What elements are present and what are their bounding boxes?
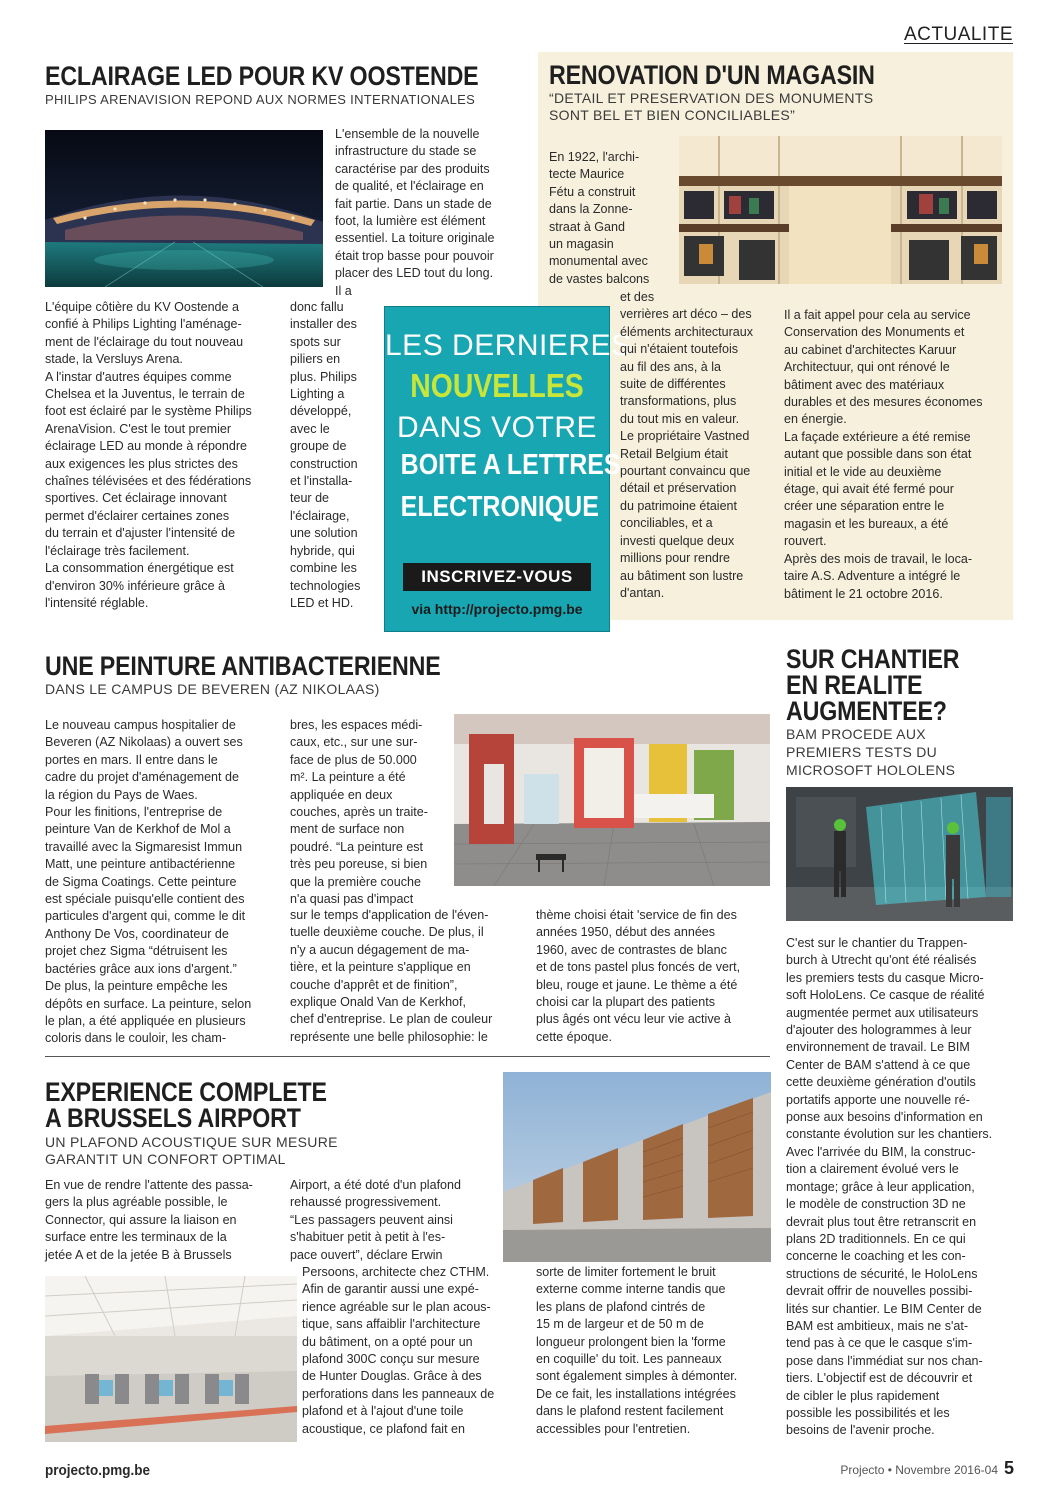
ad-line-5: ELECTRONIQUE <box>400 491 599 523</box>
paint-text-col-a: Le nouveau campus hospitalier de Beveren (AZ Nikolaas) a ouvert ses portes en mars. Il entre dans le cadre du projet d'aménagement de la région du Pays de Waes. Pour les finitions, l'entreprise de peinture Van de Kerkhof de Mol a travaillé avec la Sigmaresist Immun Matt, une peinture antibactérienne de Sigma Coatings. Cette peinture est spéciale puisqu'elle contient des particules d'argent qui, comme le dit Anthony De Vos, coordinateur de projet chez Sigma “détruisent les bactéries grâce aux ions d'argent.” De plus, la peinture empêche les dépôts en surface. La peinture, selon le plan, a été appliquée en plusieurs coloris dans le couloir, les cham- <box>45 717 252 1046</box>
renovation-title: RENOVATION D'UN MAGASIN <box>549 60 875 90</box>
subscribe-button[interactable]: INSCRIVEZ-VOUS <box>403 563 591 591</box>
airport-text-col-b: Airport, a été doté d'un plafond rehaussé progressivement. “Les passagers peuvent ainsi s'habituer petit à petit à l'es- pace ouvert”, déclare Erwin <box>290 1177 461 1262</box>
hospital-interior-photo <box>454 714 770 886</box>
ar-subtitle-line-3: MICROSOFT HOLOLENS <box>786 762 956 778</box>
oostende-title: ECLAIRAGE LED POUR KV OOSTENDE <box>45 61 479 91</box>
paint-text-col-b2: sur le temps d'application de l'éven- tuelle deuxième couche. De plus, il n'y a aucun dégagement de ma- tière, et la peinture s'applique en couche d'apprêt et de finition”, explique Onald Van de Kerkhof, chef d'entreprise. Le plan de couleur représente une belle philosophie: le <box>290 907 493 1044</box>
paint-title: UNE PEINTURE ANTIBACTERIENNE <box>45 651 441 681</box>
ar-title-line-3: AUGMENTEE? <box>786 696 947 726</box>
airport-subtitle-line-1: UN PLAFOND ACOUSTIQUE SUR MESURE <box>45 1134 338 1150</box>
oostende-text-right: L'ensemble de la nouvelle infrastructure du stade se caractérise par des produits de qualité, et l'éclairage en fait partie. Dans un stade de foot, la lumière est élément essentiel. La toiture originale était trop basse pour pouvoir placer des LED tout du long. Il a <box>335 126 495 298</box>
hololens-site-photo <box>786 787 1013 921</box>
section-tag: ACTUALITE <box>903 24 1013 45</box>
oostende-subtitle: PHILIPS ARENAVISION REPOND AUX NORMES INTERNATIONALES <box>45 92 476 107</box>
newsletter-ad[interactable] <box>384 306 632 632</box>
airport-subtitle-line-2: GARANTIT UN CONFORT OPTIMAL <box>45 1151 286 1167</box>
ar-title-line-1: SUR CHANTIER <box>786 644 960 674</box>
airport-text-col-b2: Persoons, architecte chez CTHM. Afin de garantir aussi une expé- rience agréable sur le plan acous- tique, sans affaiblir l'architecture du bâtiment, on a opté pour un plafond 300C conçu sur mesure de Hunter Douglas. Grâce à des perforations dans les panneaux de plafond et à l'ajout d'une toile acoustique, ce plafond fait en <box>302 1264 495 1436</box>
paint-subtitle: DANS LE CAMPUS DE BEVEREN (AZ NIKOLAAS) <box>45 681 380 697</box>
ar-subtitle-line-1: BAM PROCEDE AUX <box>786 726 926 742</box>
page-number: 5 <box>1003 1458 1014 1478</box>
renovation-text-col-c: Il a fait appel pour cela au service Conservation des Monuments et au cabinet d'architectes Karuur Architectuur, qui ont rénové le bâtiment avec des matériaux durables et des mesures économes en énergie. La façade extérieure a été remise autant que possible dans son état initial et le vide au deuxième étage, qui avait été fermé pour créer une séparation entre le magasin et les bureaux, a été rouvert. Après des mois de travail, le loca- taire A.S. Adventure a intégré le bâtiment le 21 octobre 2016. <box>784 307 983 601</box>
shop-interior-photo <box>679 136 1002 284</box>
ad-line-2: NOUVELLES <box>410 367 584 404</box>
airport-title-line-2: A BRUSSELS AIRPORT <box>45 1103 301 1133</box>
renovation-text-col-b: et des verrières art déco – des éléments architecturaux qui n'étaient toutefois au fil des ans, à la suite de différentes transformations, plus du tout mis en valeur. Le propriétaire Vastned Retail Belgium était pourtant convaincu que détail et préservation du patrimoine étaient conciliables, et a investi quelque deux millions pour rendre au bâtiment son lustre d'antan. <box>620 289 754 600</box>
ad-line-1: LES DERNIERES <box>385 329 632 362</box>
ad-line-4: BOITE A LETTRES <box>400 449 621 481</box>
footer-website-link[interactable]: projecto.pmg.be <box>45 1462 151 1479</box>
stadium-photo <box>45 130 323 287</box>
airport-hall-photo <box>45 1276 297 1442</box>
footer-issue-info: Projecto • Novembre 2016-04 <box>840 1463 998 1477</box>
renovation-text-col-a: En 1922, l'archi- tecte Maurice Fétu a construit dans la Zonne- straat à Gand un magasin monumental avec de vastes balcons <box>549 149 650 286</box>
renovation-subtitle-line-2: SONT BEL ET BIEN CONCILIABLES” <box>549 107 796 123</box>
ad-line-3: DANS VOTRE <box>396 411 598 444</box>
paint-text-col-b: bres, les espaces médi- caux, etc., sur une sur- face de plus de 50.000 m². La peinture a été appliquée en deux couches, après un traite- ment de surface non poudré. “La peinture est très peu poreuse, si bien que la première couche n'a quasi pas d'impact <box>290 717 428 907</box>
paint-text-col-c: thème choisi était 'service de fin des années 1950, début des années 1960, avec de contrastes de blanc et de tons pastel plus foncés de vert, bleu, rouge et jaune. Le thème a été choisi car la plupart des patients plus âgés ont vécu leur vie active à cette époque. <box>536 907 741 1044</box>
airport-facade-photo <box>503 1072 771 1262</box>
oostende-text-left: L'équipe côtière du KV Oostende a confié à Philips Lighting l'aménage- ment de l'éclairage du tout nouveau stade, la Versluys Arena. A l'instar d'autres équipes comme Chelsea et la Juventus, le terrain de foot est éclairé par le système Philips ArenaVision. C'est le tout premier éclairage LED au monde à répondre aux exigences les plus strictes des chaînes télévisées et des fédérations sportives. Cet éclairage innovant permet d'éclairer certaines zones du terrain et d'ajuster l'intensité de l'éclairage très facilement. La consommation énergétique est d'environ 30% inférieure grâce à l'intensité réglable. <box>45 299 252 610</box>
oostende-text-mid: donc fallu installer des spots sur piliers en plus. Philips Lighting a développé, avec le groupe de construction et l'installa- teur de l'éclairage, une solution hybride, qui combine les technologies LED et HD. <box>290 299 361 610</box>
airport-text-col-c: sorte de limiter fortement le bruit externe comme interne tandis que les plans de plafond cintrés de 15 m de largeur et de 50 m de longueur prolongent bien la 'forme en coquille' du toit. Les panneaux sont également simples à démonter. De ce fait, les installations intégrées dans le plafond restent facilement accessibles pour l'entretien. <box>536 1264 738 1436</box>
airport-title-line-1: EXPERIENCE COMPLETE <box>45 1077 327 1107</box>
ar-title-line-2: EN REALITE <box>786 670 923 700</box>
ar-text: C'est sur le chantier du Trappen- burch à Utrecht qu'ont été réalisés les premiers tests du casque Micro- soft HoloLens. Ce casque de réalité augmentée permet aux utilisateurs d'ajouter des hologrammes à leur environnement de travail. Le BIM Center de BAM s'attend à ce que cette deuxième génération d'outils portatifs apporte une nouvelle ré- ponse aux besoins d'information en constante évolution sur les chantiers. Avec l'arrivée du BIM, la construc- tion a clairement évolué vers le montage; grâce à leur application, le modèle de construction 3D ne devrait plus tout être retranscrit en plans 2D traditionnels. En ce qui concerne le coaching et les con- structions de sécurité, le HoloLens devrait offrir de nouvelles possibi- lités sur chantier. Le BIM Center de BAM est ambitieux, mais ne s'at- tend pas à ce que le casque s'im- pose dans l'immédiat sur nos chan- tiers. L'objectif est de découvrir et de cibler le plus rapidement possible les possibilités et les besoins de l'avenir proche. <box>786 935 993 1438</box>
renovation-subtitle-line-1: “DETAIL ET PRESERVATION DES MONUMENTS <box>549 90 874 106</box>
section-divider <box>45 1056 770 1057</box>
ad-url-link[interactable]: via http://projecto.pmg.be <box>411 601 583 617</box>
airport-text-col-a: En vue de rendre l'attente des passa- gers la plus agréable possible, le Connector, qui assure la liaison en surface entre les terminaux de la jetée A et de la jetée B à Brussels <box>45 1177 253 1262</box>
ar-subtitle-line-2: PREMIERS TESTS DU <box>786 744 938 760</box>
